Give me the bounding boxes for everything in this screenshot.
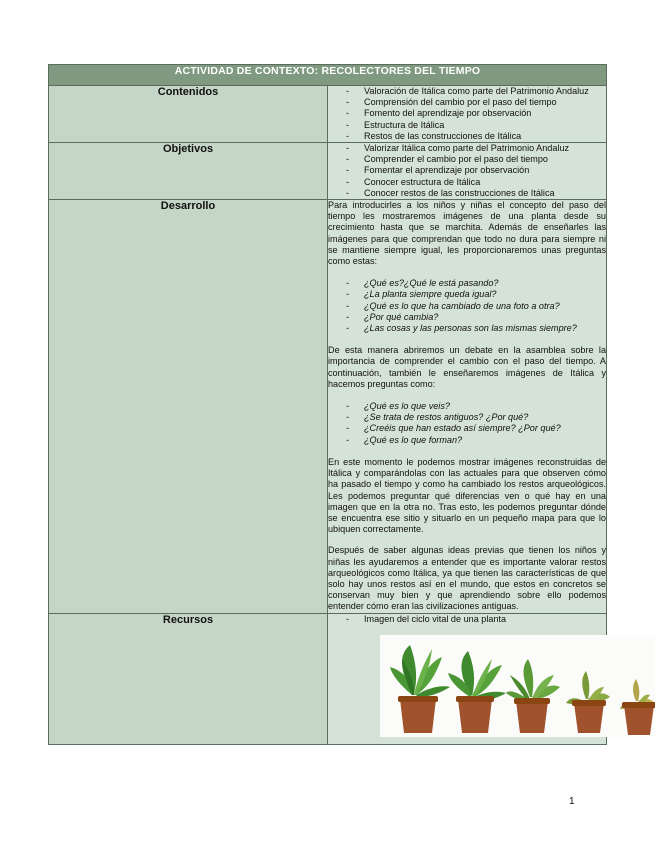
- list-item: - Comprender el cambio por el paso del tiempo: [328, 154, 606, 165]
- label-contenidos: Contenidos: [49, 86, 328, 143]
- content-objetivos: [328, 143, 607, 200]
- activity-table: [48, 64, 607, 745]
- list-item: - Restos de las construcciones de Itálica: [328, 131, 606, 142]
- desarrollo-paragraph-3: En este momento le podemos mostrar imágenes reconstruidas de Itálica y comparándolas con las actuales para que observen cómo ha pasado el tiempo y como ha cambiado los restos arqueológicos. Les podemos preguntar qué diferencias ven o qué hay en una imagen que en la otra no. Tras esto, les podemos preguntar dónde se encuentra ese sitio y situarlo en un pequeño mapa para que lo ubiquen correctamente.: [328, 456, 606, 535]
- list-item: - Conocer restos de las construcciones de Itálica: [328, 188, 606, 199]
- row-objetivos: [49, 143, 607, 200]
- label-recursos: Recursos: [49, 613, 328, 744]
- content-contenidos: [328, 86, 607, 143]
- content-recursos: [328, 613, 607, 744]
- question-item: - ¿Creéis que han estado así siempre? ¿Por qué?: [328, 423, 606, 434]
- row-desarrollo: [49, 200, 607, 614]
- list-item: - Fomento del aprendizaje por observación: [328, 108, 606, 119]
- plant-stage-5: [620, 679, 655, 735]
- page-number: 1: [569, 796, 575, 807]
- question-item: - ¿Qué es lo que veis?: [328, 401, 606, 412]
- plant-stage-3: [506, 659, 560, 733]
- label-desarrollo: Desarrollo: [49, 200, 328, 614]
- row-contenidos: [49, 86, 607, 143]
- row-recursos: [49, 613, 607, 744]
- list-item: - Valorizar Itálica como parte del Patrimonio Andaluz: [328, 143, 606, 154]
- question-item: - ¿Qué es lo que ha cambiado de una foto a otra?: [328, 301, 606, 312]
- list-item: - Fomentar el aprendizaje por observación: [328, 165, 606, 176]
- contenidos-list: [328, 86, 606, 142]
- question-item: - ¿Por qué cambia?: [328, 312, 606, 323]
- plant-stage-4: [566, 671, 610, 733]
- desarrollo-paragraph-2: De esta manera abriremos un debate en la asamblea sobre la importancia de comprender el cambio con el paso del tiempo. A continuación, también le enseñaremos imágenes de Itálica y hacemos preguntas como:: [328, 345, 606, 389]
- question-item: - ¿Las cosas y las personas son las mismas siempre?: [328, 323, 606, 334]
- recursos-list: [328, 614, 606, 625]
- question-list-2: [328, 401, 606, 446]
- question-list-1: [328, 278, 606, 334]
- list-item: - Comprensión del cambio por el paso del tiempo: [328, 97, 606, 108]
- list-item: - Conocer estructura de Itálica: [328, 177, 606, 188]
- list-item: - Valoración de Itálica como parte del Patrimonio Andaluz: [328, 86, 606, 97]
- list-item: - Estructura de Itálica: [328, 120, 606, 131]
- content-desarrollo: [328, 200, 607, 614]
- list-item: - Imagen del ciclo vital de una planta: [328, 614, 606, 625]
- question-item: - ¿Qué es?¿Qué le está pasando?: [328, 278, 606, 289]
- plant-illustration: [380, 635, 655, 737]
- plant-stage-1: [390, 645, 450, 733]
- question-item: - ¿Se trata de restos antiguos? ¿Por qué?: [328, 412, 606, 423]
- desarrollo-paragraph-4: Después de saber algunas ideas previas que tienen los niños y niñas les ayudaremos a entender que es importante valorar restos arqueológicos como Itálica, ya que tienen las características de que solo hay unos restos así en el mundo, que estos en concretos se conservan muy bien y que aprendiendo sobre ello podemos entender cómo eran las civilizaciones antiguas.: [328, 545, 606, 612]
- plant-life-cycle-image: [380, 635, 655, 737]
- plant-stage-2: [448, 651, 506, 733]
- question-item: - ¿La planta siempre queda igual?: [328, 289, 606, 300]
- label-objetivos: Objetivos: [49, 143, 328, 200]
- desarrollo-paragraph-1: Para introducirles a los niños y niñas el concepto del paso del tiempo les mostraremos imágenes de una planta desde su crecimiento hasta que se marchita. Además de enseñarles las imágenes para que comprendan que todo no dura para siempre ni se mantiene siempre igual, les proporcionaremos unas preguntas como estas:: [328, 200, 606, 267]
- objetivos-list: [328, 143, 606, 199]
- question-item: - ¿Qué es lo que forman?: [328, 435, 606, 446]
- activity-title: ACTIVIDAD DE CONTEXTO: RECOLECTORES DEL TIEMPO: [49, 65, 607, 86]
